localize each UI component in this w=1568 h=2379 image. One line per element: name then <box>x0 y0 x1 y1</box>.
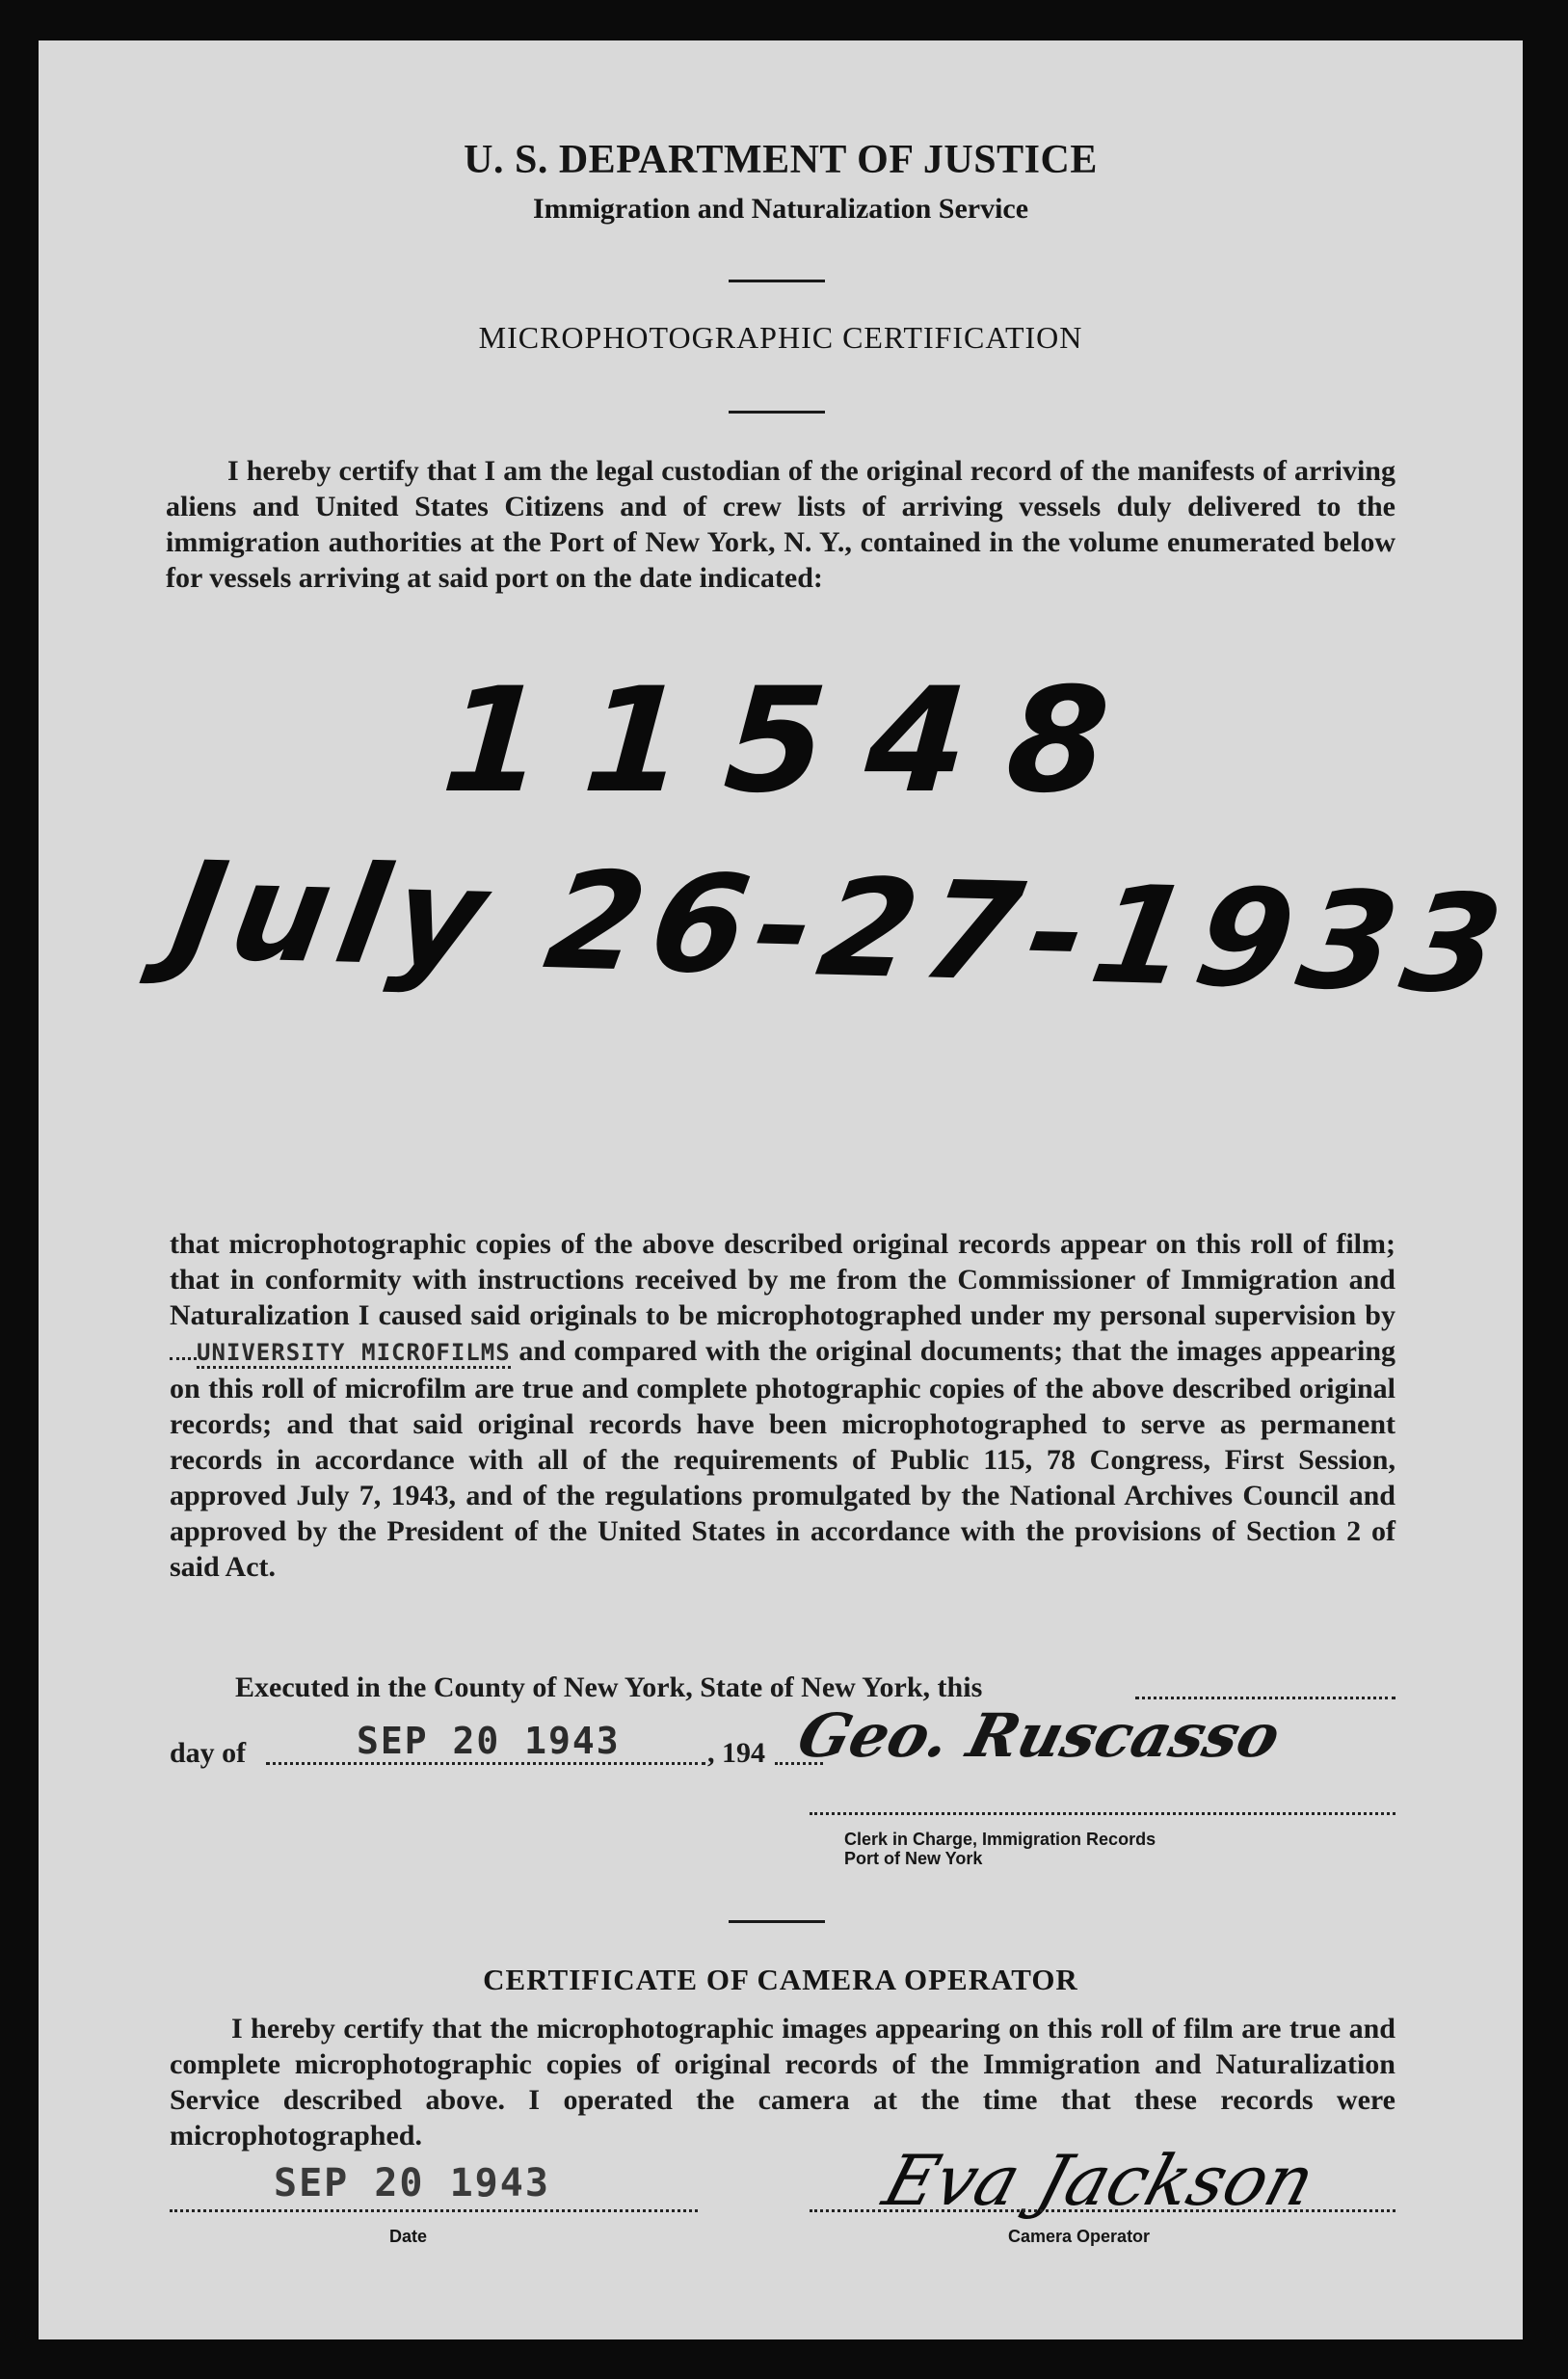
camera-operator-statement: I hereby certify that the microphotographic images appearing on this roll of film are true and complete microphotographic copies of original records of the Immigration and Naturalization Service described above. I operated the camera at the time that these records were microphotographed. <box>170 2013 1395 2152</box>
day-of-blank <box>266 1762 705 1765</box>
certification-document <box>39 40 1523 2339</box>
executed-text: Executed in the County of New York, State of New York, this <box>235 1671 983 1703</box>
copies-statement-after: and compared with the original documents; that the images appearing on this roll of microfilm are true and complete photographic copies of the above described original records; and that said original records have been microphotographed to serve as permanent records in accordance with all of the requirements of Public 115, 78 Congress, First Session, approved July 7, 1943, and of the regulations promulgated by the National Archives Council and approved by the President of the United States in accordance with the provisions of Section 2 of said Act. <box>170 1335 1396 1583</box>
year-prefix: , 194 <box>707 1737 765 1769</box>
operator-date-stamp: SEP 20 1943 <box>274 2161 550 2205</box>
copies-statement <box>170 1226 1395 1585</box>
operator-label: Camera Operator <box>1008 2227 1151 2246</box>
camera-operator-heading: CERTIFICATE OF CAMERA OPERATOR <box>483 1963 1078 1996</box>
divider-bottom <box>729 1920 825 1923</box>
dotted-leader <box>170 1338 197 1360</box>
clerk-title-line1: Clerk in Charge, Immigration Records <box>844 1830 1156 1849</box>
execution-date-stamp: SEP 20 1943 <box>357 1720 621 1762</box>
microfilm-company-stamp: UNIVERSITY MICROFILMS <box>197 1339 511 1369</box>
copies-statement-before: that microphotographic copies of the above described original records appear on this roll of film; that in conformity with instructions received by me from the Commissioner of Immigration and Naturalization I caused said originals to be microphotographed under my personal supervision by <box>170 1228 1395 1331</box>
service-subtitle: Immigration and Naturalization Service <box>532 193 1029 225</box>
operator-signature: Eva Jackson <box>874 2140 1324 2221</box>
custodian-statement: I hereby certify that I am the legal custodian of the original record of the manifests of arriving aliens and United States Citizens and of crew lists of arriving vessels duly delivered to the immigration authorities at the Port of New York, N. Y., contained in the volume enumerated below for vessels arriving at said port on the date indicated: <box>166 455 1395 594</box>
date-line <box>170 2209 698 2212</box>
operator-signature-line <box>810 2209 1395 2212</box>
date-label: Date <box>389 2227 428 2246</box>
clerk-signature-line <box>810 1812 1395 1815</box>
handwritten-volume-number: 11548 <box>437 657 1155 825</box>
executed-day-blank <box>1135 1697 1395 1699</box>
department-title: U. S. DEPARTMENT OF JUSTICE <box>464 138 1098 182</box>
clerk-signature: Geo. Ruscasso <box>790 1700 1288 1771</box>
form-title: MICROPHOTOGRAPHIC CERTIFICATION <box>478 320 1083 355</box>
clerk-title-line2: Port of New York <box>844 1849 983 1868</box>
clerk-title <box>844 1830 1156 1868</box>
divider-second <box>729 411 825 414</box>
handwritten-arrival-dates: July 26-27-1933 <box>160 833 1522 1025</box>
divider-top <box>729 280 825 282</box>
day-of-label: day of <box>170 1737 247 1769</box>
